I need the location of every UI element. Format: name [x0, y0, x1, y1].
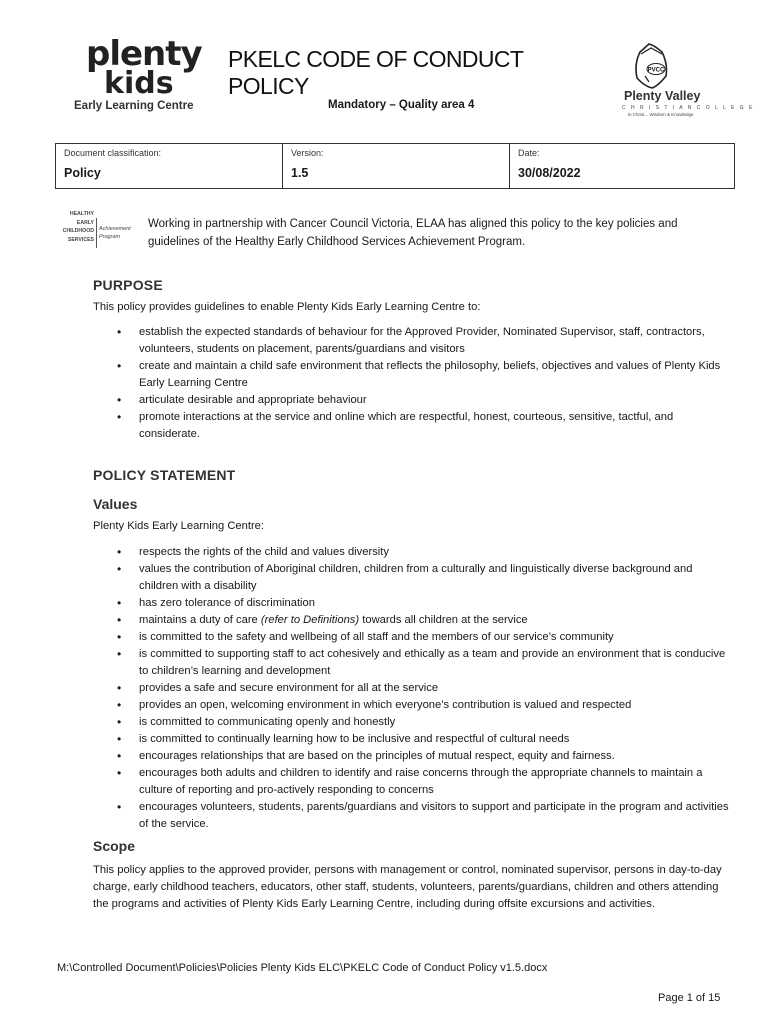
plenty-valley-logo [618, 42, 755, 122]
list-item: • encourages both adults and children to identify and raise concerns through the appropriate channels to maintain a culture of reporting and pro-actively responding to concerns [93, 765, 733, 799]
purpose-intro: This policy provides guidelines to enable Plenty Kids Early Learning Centre to: [93, 301, 481, 313]
classification-label: Document classification: [64, 148, 162, 158]
page-number: Page 1 of 15 [658, 992, 721, 1004]
pvcc-badge-text: PVCC [647, 67, 665, 74]
list-item: • encourages volunteers, students, parents/guardians and visitors to support and participate in the program and activities of the service. [93, 799, 733, 833]
date-cell [509, 144, 734, 188]
list-item: • is committed to the safety and wellbeing of all staff and the members of our service’s community [93, 629, 733, 646]
version-cell [282, 144, 509, 188]
duty-of-care-text-end: towards all children at the service [359, 614, 528, 626]
list-item: • respects the rights of the child and values diversity [93, 544, 733, 561]
values-heading: Values [93, 496, 138, 512]
logo-word-plenty: plenty [86, 34, 202, 74]
date-label: Date: [518, 148, 540, 158]
healthy-logo-left: HEALTHY EARLY CHILDHOOD SERVICES [62, 211, 94, 243]
list-item [93, 612, 733, 629]
list-item: • provides an open, welcoming environment in which everyone’s contribution is valued and respected [93, 697, 733, 714]
list-item: • is committed to continually learning how to be inclusive and respectful of cultural needs [93, 731, 733, 748]
healthy-logo-right: Achievement Program [99, 226, 131, 240]
footer-file-path: M:\Controlled Document\Policies\Policies Plenty Kids ELC\PKELC Code of Conduct Policy v1.5.docx [57, 962, 548, 974]
policy-statement-heading: POLICY STATEMENT [93, 467, 236, 483]
plenty-valley-name: Plenty Valley [624, 89, 701, 103]
logo-tagline: Early Learning Centre [74, 100, 194, 112]
version-value: 1.5 [291, 166, 309, 180]
values-list [93, 544, 733, 833]
list-item: • is committed to supporting staff to act cohesively and ethically as a team and provide an environment that is conducive to children’s learning and development [93, 646, 733, 680]
plenty-kids-logo [60, 34, 200, 116]
version-label: Version: [291, 148, 324, 158]
list-item: • is committed to communicating openly and honestly [93, 714, 733, 731]
purpose-heading: PURPOSE [93, 277, 163, 293]
healthy-logo-divider [96, 218, 97, 248]
duty-of-care-text: maintains a duty of care [139, 614, 261, 626]
definitions-reference: (refer to Definitions) [260, 614, 360, 626]
list-item: • establish the expected standards of behaviour for the Approved Provider, Nominated Supervisor, staff, contractors, volunteers, students on placement, parents/guardians and visitors [93, 324, 733, 358]
list-item: • create and maintain a child safe environment that reflects the philosophy, beliefs, objectives and values of Plenty Kids Early Learning Centre [93, 358, 733, 392]
document-title: PKELC CODE OF CONDUCT POLICY [228, 46, 523, 99]
list-item: • articulate desirable and appropriate behaviour [93, 392, 733, 409]
college-motto: in Christ... Wisdom & Knowledge [628, 112, 694, 117]
college-line: C H R I S T I A N C O L L E G E [622, 105, 755, 111]
classification-value: Policy [64, 166, 101, 180]
scope-heading: Scope [93, 838, 136, 854]
partnership-statement: Working in partnership with Cancer Council Victoria, ELAA has aligned this policy to the key policies and guidelines of the Healthy Early Childhood Services Achievement Program. [148, 218, 678, 248]
document-subtitle: Mandatory – Quality area 4 [328, 99, 475, 111]
date-value: 30/08/2022 [518, 166, 581, 180]
classification-table [55, 143, 735, 189]
list-item: • values the contribution of Aboriginal children, children from a culturally and linguistically diverse background and children with a disability [93, 561, 733, 595]
purpose-list [93, 324, 733, 443]
healthy-early-childhood-logo [56, 210, 140, 254]
logo-word-kids: kids [104, 66, 174, 101]
classification-cell [56, 144, 282, 188]
list-item: • encourages relationships that are based on the principles of mutual respect, equity and fairness. [93, 748, 733, 765]
list-item: • has zero tolerance of discrimination [93, 595, 733, 612]
pvcc-shield-icon [618, 42, 724, 90]
scope-text: This policy applies to the approved provider, persons with management or control, nominated supervisor, persons in day-to-day charge, early childhood teachers, educators, other staff, students, volunteers, parents/guardians, children and others attending the programs and activities of Plenty Kids Early Learning Centre, including during offsite excursions and activities. [93, 864, 722, 910]
list-item: • provides a safe and secure environment for all at the service [93, 680, 733, 697]
list-item: • promote interactions at the service and online which are respectful, honest, courteous, sensitive, tactful, and considerate. [93, 409, 733, 443]
values-intro: Plenty Kids Early Learning Centre: [93, 520, 265, 532]
